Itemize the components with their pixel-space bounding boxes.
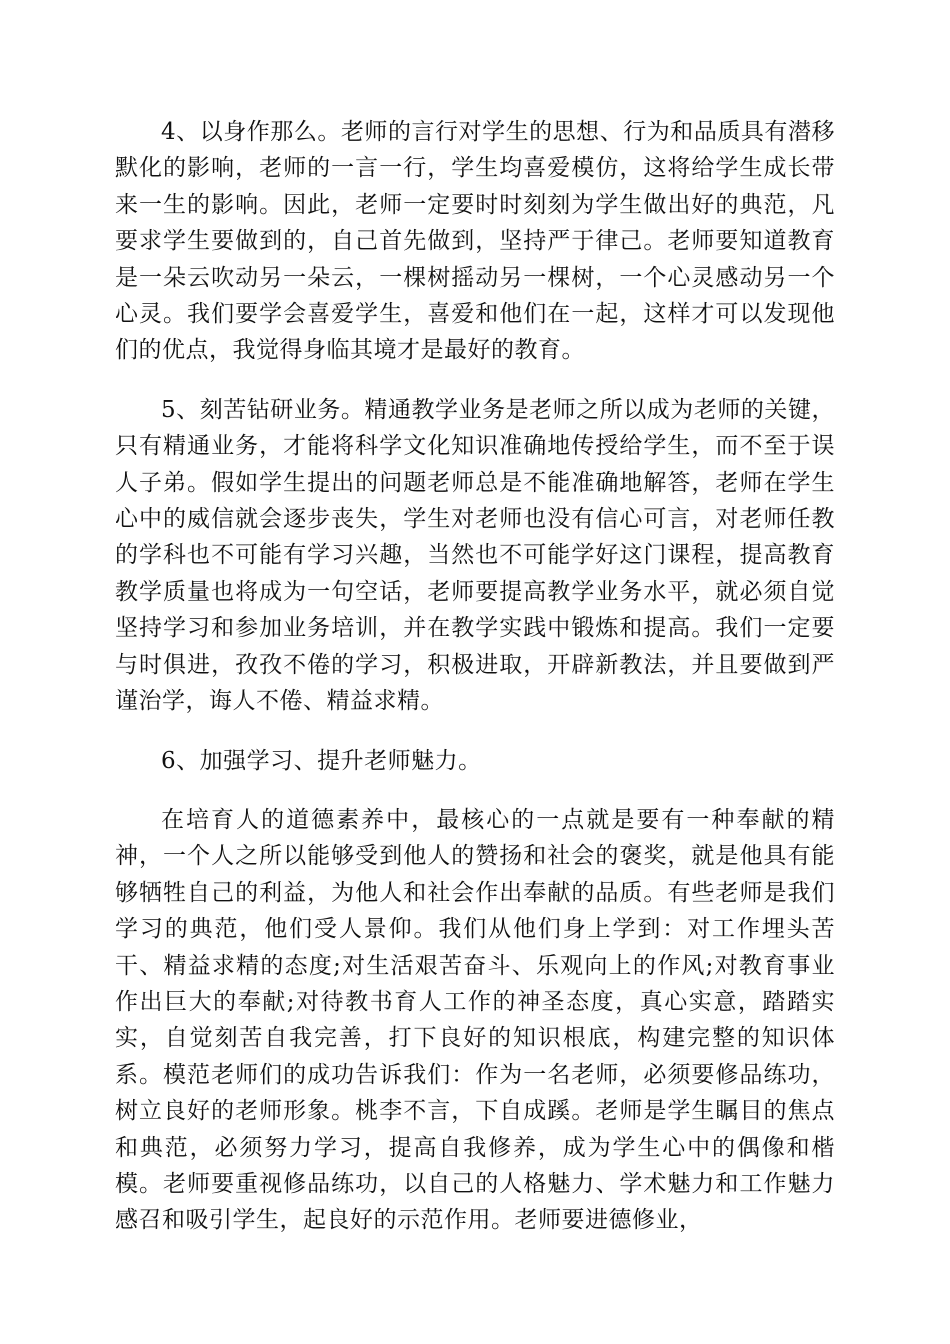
document-page [115, 114, 835, 1262]
paragraph-dedication-spirit: 在培育人的道德素养中，最核心的一点就是要有一种奉献的精神，一个人之所以能够受到他人的赞扬和社会的褒奖，就是他具有能够牺牲自己的利益，为他人和社会作出奉献的品质。有些老师是我们学习的典范，他们受人景仰。我们从他们身上学到：对工作埋头苦干、精益求精的态度;对生活艰苦奋斗、乐观向上的作风;对教育事业作出巨大的奉献;对待教书育人工作的神圣态度，真心实意，踏踏实实，自觉刻苦自我完善，打下良好的知识根底，构建完整的知识体系。模范老师们的成功告诉我们：作为一名老师，必须要修品练功，树立良好的老师形象。桃李不言，下自成蹊。老师是学生瞩目的焦点和典范，必须努力学习，提高自我修养，成为学生心中的偶像和楷模。老师要重视修品练功，以自己的人格魅力、学术魅力和工作魅力感召和吸引学生，起良好的示范作用。老师要进德修业， [115, 806, 835, 1234]
paragraph-lead-by-example: 4、以身作那么。老师的言行对学生的思想、行为和品质具有潜移默化的影响，老师的一言一行，学生均喜爱模仿，这将给学生成长带来一生的影响。因此，老师一定要时时刻刻为学生做出好的典范，凡要求学生要做到的，自己首先做到，坚持严于律己。老师要知道教育是一朵云吹动另一朵云，一棵树摇动另一棵树，一个心灵感动另一个心灵。我们要学会喜爱学生，喜爱和他们在一起，这样才可以发现他们的优点，我觉得身临其境才是最好的教育。 [115, 119, 835, 364]
paragraph-study-professional-skills: 5、刻苦钻研业务。精通教学业务是老师之所以成为老师的关键，只有精通业务，才能将科学文化知识准确地传授给学生，而不至于误人子弟。假如学生提出的问题老师总是不能准确地解答，老师在学生心中的威信就会逐步丧失，学生对老师也没有信心可言，对老师任教的学科也不可能有学习兴趣，当然也不可能学好这门课程，提高教育教学质量也将成为一句空话，老师要提高教学业务水平，就必须自觉坚持学习和参加业务培训，并在教学实践中锻炼和提高。我们一定要与时俱进，孜孜不倦的学习，积极进取，开辟新教法，并且要做到严谨治学，诲人不倦、精益求精。 [115, 396, 835, 715]
paragraph-heading-strengthen-learning: 6、加强学习、提升老师魅力。 [161, 747, 482, 774]
